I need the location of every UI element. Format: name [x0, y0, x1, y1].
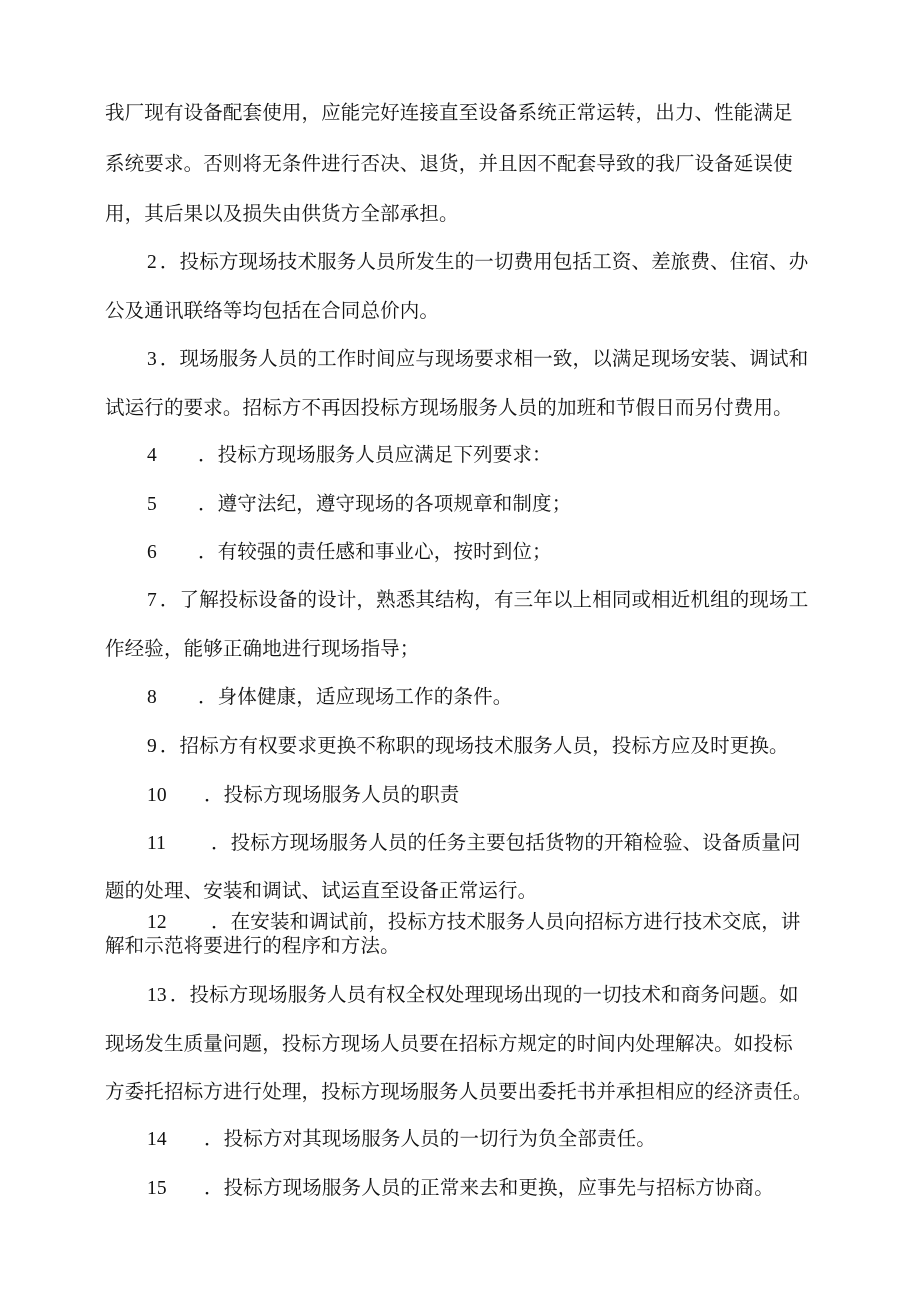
item-text: ．投标方对其现场服务人员的一切行为负全部责任。 [204, 1127, 656, 1150]
list-item-7 [147, 585, 867, 615]
paragraph-line: 试运行的要求。招标方不再因投标方现场服务人员的加班和节假日而另付费用。 [105, 396, 793, 419]
list-item-2 [147, 247, 867, 277]
item-text: ．投标方现场技术服务人员所发生的一切费用包括工资、差旅费、住宿、办 [159, 250, 809, 273]
paragraph-line: 题的处理、安装和调试、试运直至设备正常运行。 [105, 879, 538, 902]
item-number: 15 [147, 1178, 167, 1199]
list-item-14 [147, 1124, 867, 1154]
list-item-8 [147, 682, 867, 712]
item-number: 10 [147, 785, 167, 806]
item-number: 7 [147, 590, 157, 611]
item-text: ．在安装和调试前，投标方技术服务人员向招标方进行技术交底，讲 [211, 910, 801, 933]
paragraph-line: 我厂现有设备配套使用，应能完好连接直至设备系统正常运转，出力、性能满足 [105, 101, 793, 124]
list-item-6 [147, 537, 867, 567]
list-item-4 [147, 440, 867, 470]
item-text: ．招标方有权要求更换不称职的现场技术服务人员，投标方应及时更换。 [159, 734, 789, 757]
list-item-15 [147, 1173, 867, 1203]
list-item-9 [147, 731, 867, 761]
list-item-11 [147, 828, 867, 858]
paragraph-line: 作经验，能够正确地进行现场指导； [105, 637, 420, 660]
item-text: ．了解投标设备的设计，熟悉其结构，有三年以上相同或相近机组的现场工 [159, 588, 809, 611]
item-text: ．投标方现场服务人员有权全权处理现场出现的一切技术和商务问题。如 [169, 983, 799, 1006]
paragraph-line: 解和示范将要进行的程序和方法。 [105, 934, 400, 957]
item-text: ．遵守法纪，遵守现场的各项规章和制度； [198, 492, 572, 515]
item-number: 4 [147, 445, 157, 466]
item-text: ．投标方现场服务人员的职责 [204, 783, 460, 806]
list-item-5 [147, 489, 867, 519]
item-number: 13 [147, 985, 167, 1006]
list-item-10 [147, 780, 867, 810]
item-text: ．身体健康，适应现场工作的条件。 [198, 685, 513, 708]
item-number: 3 [147, 349, 157, 370]
item-text: ．投标方现场服务人员应满足下列要求： [198, 443, 552, 466]
item-number: 5 [147, 494, 157, 515]
paragraph-line: 系统要求。否则将无条件进行否决、退货，并且因不配套导致的我厂设备延误使 [105, 152, 793, 175]
item-number: 2 [147, 252, 157, 273]
paragraph-line: 现场发生质量问题，投标方现场人员要在招标方规定的时间内处理解决。如投标 [105, 1032, 793, 1055]
item-number: 12 [147, 912, 167, 933]
item-text: ．投标方现场服务人员的任务主要包括货物的开箱检验、设备质量问 [211, 831, 801, 854]
paragraph-line: 用，其后果以及损失由供货方全部承担。 [105, 202, 459, 225]
paragraph-line: 公及通讯联络等均包括在合同总价内。 [105, 299, 440, 322]
list-item-3 [147, 344, 867, 374]
item-number: 8 [147, 687, 157, 708]
item-number: 9 [147, 736, 157, 757]
list-item-13 [147, 980, 867, 1010]
item-text: ．投标方现场服务人员的正常来去和更换，应事先与招标方协商。 [204, 1176, 774, 1199]
item-number: 6 [147, 542, 157, 563]
item-text: ．现场服务人员的工作时间应与现场要求相一致，以满足现场安装、调试和 [159, 347, 809, 370]
item-number: 11 [147, 833, 167, 854]
paragraph-line: 方委托招标方进行处理，投标方现场服务人员要出委托书并承担相应的经济责任。 [105, 1080, 813, 1103]
item-text: ．有较强的责任感和事业心，按时到位； [198, 540, 552, 563]
item-number: 14 [147, 1129, 167, 1150]
